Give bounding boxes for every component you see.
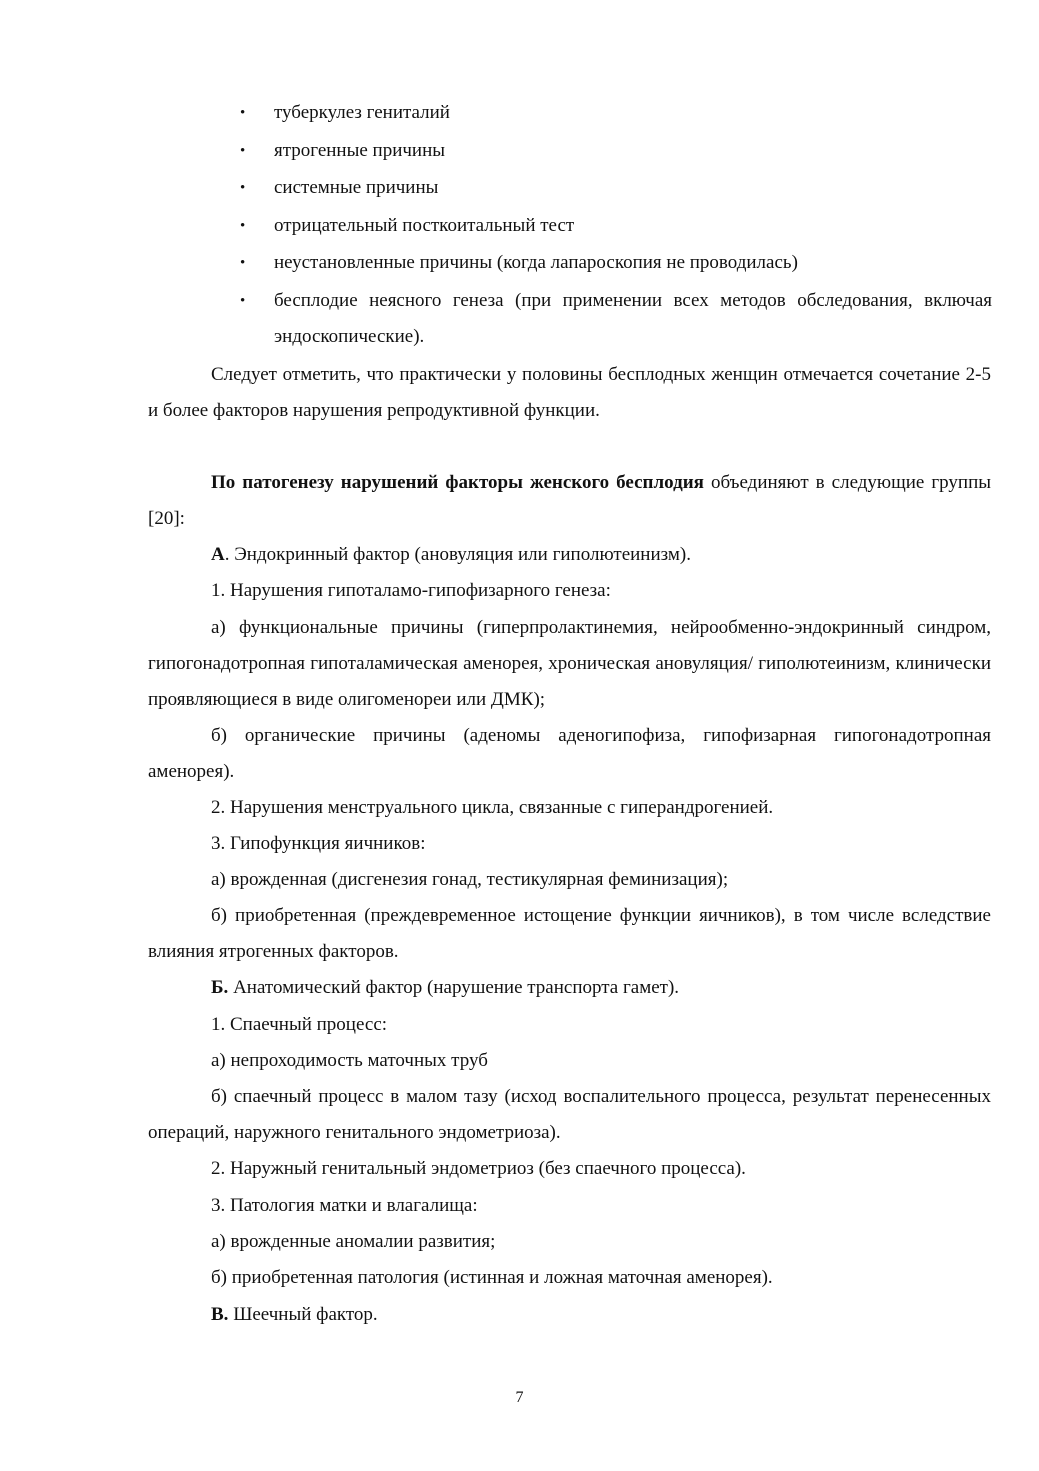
group-a-item-3a: а) врожденная (дисгенезия гонад, тестикулярная феминизация);: [211, 869, 729, 891]
list-item-text: бесплодие неясного генеза (при применении всех методов обследования, включая эндоскопические).: [274, 289, 992, 347]
group-a-item-3b: б) приобретенная (преждевременное истощение функции яичников), в том числе вследствие влияния ятрогенных факторов.: [148, 905, 991, 963]
list-item: [240, 133, 992, 171]
groups-intro-bold: По патогенезу нарушений факторы женского бесплодия: [211, 472, 704, 493]
list-item-text: системные причины: [274, 177, 439, 198]
group-b-item-1b: б) спаечный процесс в малом тазу (исход воспалительного процесса, результат перенесенных операций, наружного генитального эндометриоза).: [148, 1086, 991, 1144]
group-b-item-3: 3. Патология матки и влагалища:: [211, 1194, 478, 1216]
list-item: [240, 208, 992, 246]
group-v-text: Шеечный фактор.: [228, 1303, 378, 1325]
group-b-letter: Б.: [211, 977, 229, 999]
list-item-text: отрицательный посткоитальный тест: [274, 214, 575, 236]
group-v-heading: [148, 1297, 991, 1333]
group-v-letter: В.: [211, 1303, 229, 1325]
list-item: [240, 245, 992, 283]
note-block: [148, 357, 991, 429]
list-item: [240, 283, 992, 358]
bullet-icon: •: [240, 292, 246, 309]
classification-section: [148, 465, 991, 1333]
group-b-item-3a: а) врожденные аномалии развития;: [211, 1230, 496, 1252]
group-a-item-2: 2. Нарушения менструального цикла, связанные с гиперандрогенией.: [211, 796, 774, 818]
group-b-heading: [148, 970, 991, 1006]
list-item-text: туберкулез гениталий: [274, 102, 450, 123]
group-a-item-3: 3. Гипофункция яичников:: [211, 832, 426, 854]
group-b-item-1a: а) непроходимость маточных труб: [211, 1050, 488, 1072]
group-b-item-1: 1. Спаечный процесс:: [211, 1013, 388, 1035]
group-a-letter: А: [211, 544, 225, 565]
bullet-icon: •: [240, 217, 246, 234]
group-b-text: Анатомический фактор (нарушение транспорта гамет).: [228, 977, 680, 999]
group-a-text: . Эндокринный фактор (ановуляция или гиполютеинизм).: [224, 544, 691, 565]
groups-intro: [148, 465, 991, 537]
groups-intro-rest: объединяют в следующие группы [20]:: [148, 472, 992, 529]
list-item: [240, 95, 992, 133]
group-a-item-1a: а) функциональные причины (гиперпролактинемия, нейрообменно-эндокринный синдром, гипогонадотропная гипоталамическая аменорея, хроническая ановуляция/ гиполютеинизм, клинически проявляющиеся в виде олигоменореи или ДМК);: [148, 616, 991, 710]
causes-bullet-list: [240, 95, 992, 358]
note-paragraph: Следует отметить, что практически у половины бесплодных женщин отмечается сочетание 2-5 и более факторов нарушения репродуктивной функции.: [148, 364, 991, 421]
group-b-item-2: 2. Наружный генитальный эндометриоз (без спаечного процесса).: [211, 1158, 746, 1180]
list-item: [240, 170, 992, 208]
group-a-item-1b: б) органические причины (аденомы аденогипофиза, гипофизарная гипогонадотропная аменорея).: [148, 724, 991, 782]
group-b-item-3b: б) приобретенная патология (истинная и ложная маточная аменорея).: [211, 1267, 773, 1289]
page-number: 7: [515, 1389, 524, 1406]
group-a-heading: [148, 537, 991, 573]
group-a-item-1: 1. Нарушения гипоталамо-гипофизарного генеза:: [211, 580, 611, 602]
bullet-icon: •: [240, 105, 246, 121]
bullet-icon: •: [240, 255, 246, 271]
bullet-icon: •: [240, 142, 246, 159]
list-item-text: ятрогенные причины: [274, 139, 446, 161]
bullet-icon: •: [240, 180, 246, 196]
list-item-text: неустановленные причины (когда лапароскопия не проводилась): [274, 252, 798, 273]
